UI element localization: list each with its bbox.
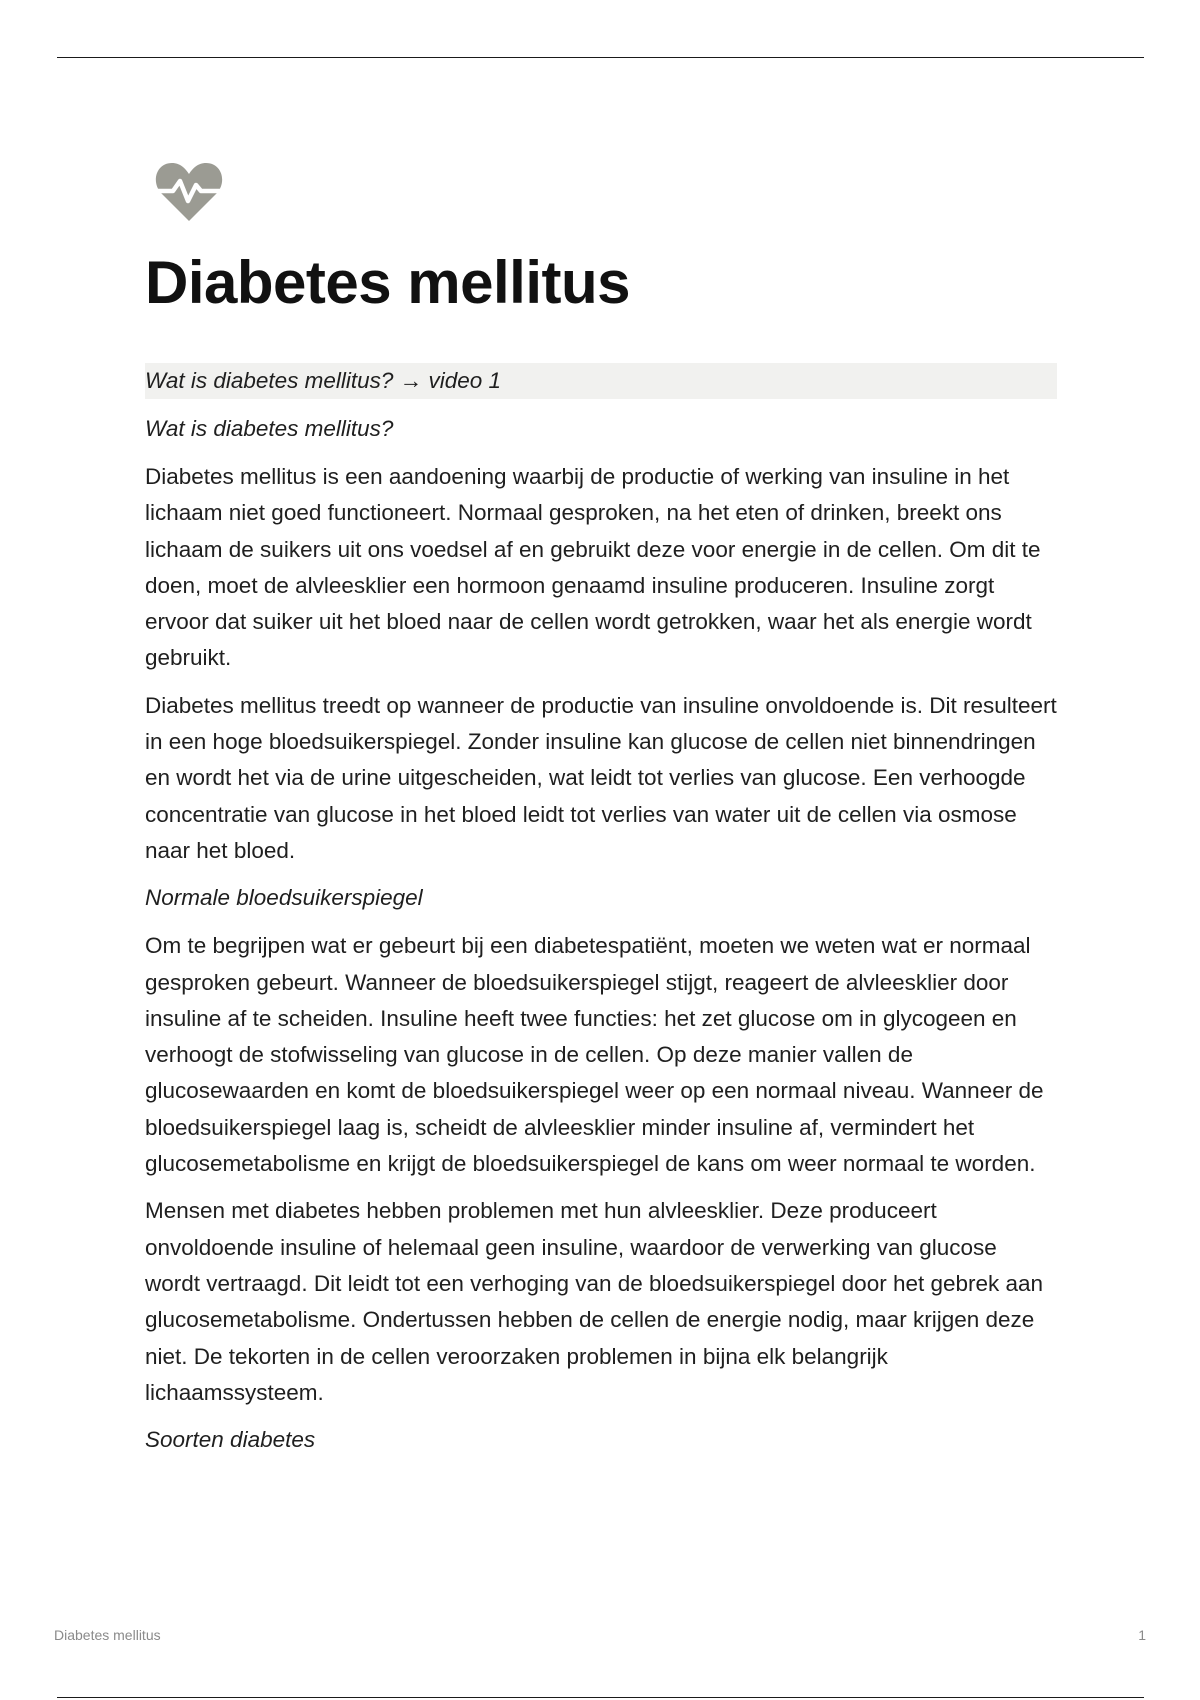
footer-title: Diabetes mellitus	[54, 1627, 161, 1643]
page-title: Diabetes mellitus	[145, 249, 631, 316]
bottom-rule	[57, 1697, 1144, 1698]
section-heading-wat-is: Wat is diabetes mellitus?	[145, 416, 394, 441]
top-rule	[57, 57, 1144, 58]
page-number: 1	[1138, 1627, 1146, 1643]
paragraph: Diabetes mellitus treedt op wanneer de productie van insuline onvoldoende is. Dit resulteert in een hoge bloedsuikerspiegel. Zonder insuline kan glucose de cellen niet binnendringen en wordt het via de urine uitgescheiden, wat leidt tot verlies van glucose. Een verhoogde concentratie van glucose in het bloed leidt tot verlies van water uit de cellen via osmose naar het bloed.	[145, 692, 1057, 863]
paragraph: Mensen met diabetes hebben problemen met hun alvleesklier. Deze produceert onvoldoende insuline of helemaal geen insuline, waardoor de verwerking van glucose wordt vertraagd. Dit leidt tot een verhoging van de bloedsuikerspiegel door het gebrek aan glucosemetabolisme. Ondertussen hebben de cellen de energie nodig, maar krijgen deze niet. De tekorten in de cellen veroorzaken problemen in bijna elk belangrijk lichaamssysteem.	[145, 1198, 1044, 1405]
video-callout[interactable]: Wat is diabetes mellitus? → video 1	[145, 363, 1057, 399]
paragraph: Om te begrijpen wat er gebeurt bij een diabetespatiënt, moeten we weten wat er normaal gesproken gebeurt. Wanneer de bloedsuikerspiegel stijgt, reageert de alvleesklier door insuline af te scheiden. Insuline heeft twee functies: het zet glucose om in glycogeen en verhoogt de stofwisseling van glucose in de cellen. Op deze manier vallen de glucosewaarden en komt de bloedsuikerspiegel weer op een normaal niveau. Wanneer de bloedsuikerspiegel laag is, scheidt de alvleesklier minder insuline af, vermindert het glucosemetabolisme en krijgt de bloedsuikerspiegel de kans om weer normaal te worden.	[145, 933, 1044, 1177]
section-heading-soorten-diabetes: Soorten diabetes	[145, 1427, 316, 1453]
section-heading-normale-bloedsuikerspiegel: Normale bloedsuikerspiegel	[145, 885, 423, 911]
heart-pulse-icon	[153, 155, 225, 227]
paragraph: Diabetes mellitus is een aandoening waarbij de productie of werking van insuline in het lichaam niet goed functioneert. Normaal gesproken, na het eten of drinken, breekt ons lichaam de suikers uit ons voedsel af en gebruikt deze voor energie in de cellen. Om dit te doen, moet de alvleesklier een hormoon genaamd insuline produceren. Insuline zorgt ervoor dat suiker uit het bloed naar de cellen wordt getrokken, waar het als energie wordt gebruikt.	[145, 464, 1041, 671]
page-content	[145, 155, 1057, 1470]
